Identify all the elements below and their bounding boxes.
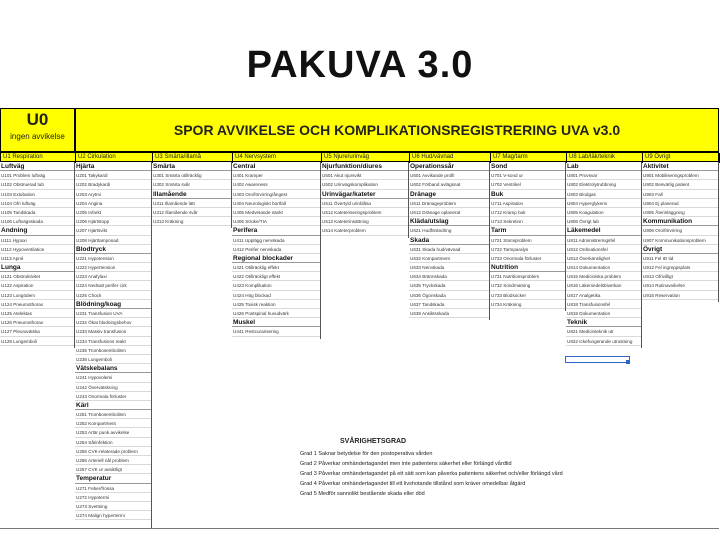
code-cell[interactable]: U121 Obstruktivitet: [0, 272, 74, 281]
code-cell[interactable]: U632 Kompartment: [409, 254, 489, 263]
category-column: [152, 162, 232, 228]
selected-cell[interactable]: [565, 356, 630, 363]
column-header[interactable]: U7 Mag/tarm: [491, 153, 567, 163]
code-cell[interactable]: U233 Massiv transfusion: [75, 327, 151, 336]
code-cell[interactable]: U405 Medvetande sänkt: [232, 208, 320, 217]
code-cell[interactable]: U423 Komplikation: [232, 281, 320, 290]
code-cell[interactable]: U621 Hudförändring: [409, 226, 489, 235]
code-cell[interactable]: U235 Trombosembolism: [75, 346, 151, 355]
group-heading: Regional blockader: [232, 254, 320, 263]
code-cell[interactable]: U404 Neurologiskt bortfall: [232, 199, 320, 208]
code-cell[interactable]: U232 Ökat blodningsbehov: [75, 318, 151, 327]
column-header[interactable]: U8 Lab/läk/teknik: [567, 153, 643, 163]
code-cell[interactable]: U802 Elektrolytrubbning: [566, 180, 641, 189]
code-cell[interactable]: U274 Malign hypertermi: [75, 511, 151, 520]
code-cell[interactable]: U813 Överkänslighet: [566, 254, 641, 263]
code-cell[interactable]: U904 Ej planerad: [642, 199, 718, 208]
code-cell[interactable]: U638 Ansiktsskada: [409, 309, 489, 318]
code-cell[interactable]: U634 Brännskada: [409, 272, 489, 281]
code-cell[interactable]: U806 Övrigt lab: [566, 217, 641, 226]
group-heading: Vätskebalans: [75, 364, 151, 373]
code-cell[interactable]: U422 Otillräckligt effekt: [232, 272, 320, 281]
code-cell[interactable]: U818 Transfusionsfel: [566, 300, 641, 309]
code-cell[interactable]: U257 CVK ur avsiktligt: [75, 465, 151, 474]
code-cell[interactable]: U906 Oro/förvirring: [642, 226, 718, 235]
category-column: [490, 162, 566, 311]
code-cell[interactable]: U512 Kateteriseringsproblem: [321, 208, 408, 217]
code-cell[interactable]: U112 Hypoventilation: [0, 245, 74, 254]
code-cell[interactable]: U702 Ventrikel: [490, 180, 565, 189]
group-heading: Temperatur: [75, 474, 151, 483]
code-cell[interactable]: U312 Illamående svår: [152, 208, 231, 217]
code-cell[interactable]: U103 Extubation: [0, 190, 74, 199]
code-cell[interactable]: U816 Läkemedelsbiverkan: [566, 281, 641, 290]
code-cell[interactable]: U203 Arytmi: [75, 190, 151, 199]
code-cell[interactable]: U635 Tryckskada: [409, 281, 489, 290]
group-heading: Tarm: [490, 226, 565, 235]
code-cell[interactable]: U713 Sekretion: [490, 217, 565, 226]
group-heading: Teknik: [566, 318, 641, 327]
group-heading: Kärl: [75, 401, 151, 410]
code-cell[interactable]: U206 Hjärtstopp: [75, 217, 151, 226]
code-cell[interactable]: U273 Svettning: [75, 502, 151, 511]
group-heading: Buk: [490, 190, 565, 199]
code-cell[interactable]: U225 Chock: [75, 291, 151, 300]
category-column: [642, 162, 719, 302]
code-cell[interactable]: U814 Dokumentation: [566, 263, 641, 272]
code-cell[interactable]: U122 Aspiration: [0, 281, 74, 290]
u0-code: U0: [26, 110, 49, 129]
code-cell[interactable]: U441 Restcurarisering: [232, 327, 320, 336]
code-cell[interactable]: U102 Obstruerad tub: [0, 180, 74, 189]
code-cell[interactable]: U234 Transfusions reakt: [75, 337, 151, 346]
category-column: [566, 162, 642, 348]
category-column: [75, 162, 152, 528]
code-cell[interactable]: U251 Trombosembolism: [75, 410, 151, 419]
group-heading: Blödning/koag: [75, 300, 151, 309]
code-cell[interactable]: U402 Awareness: [232, 180, 320, 189]
code-cell[interactable]: U127 Pleuravätska: [0, 327, 74, 336]
code-cell[interactable]: U223 Anafylaxi: [75, 272, 151, 281]
code-cell[interactable]: U424 Hög blockad: [232, 291, 320, 300]
code-cell[interactable]: U712 Kramp buk: [490, 208, 565, 217]
code-cell[interactable]: U636 Ögonskada: [409, 291, 489, 300]
code-cell[interactable]: U104 Ofri luftväg: [0, 199, 74, 208]
code-cell[interactable]: U207 Hjärtsvikt: [75, 226, 151, 235]
code-cell[interactable]: U106 Luftvägsskada: [0, 217, 74, 226]
group-heading: Lab: [566, 162, 641, 171]
fill-handle[interactable]: [626, 360, 630, 364]
code-cell[interactable]: U722 Tarmparalys: [490, 245, 565, 254]
column-header[interactable]: U5 Njure/urinväg: [322, 153, 410, 163]
code-cell[interactable]: U302 Smärta svår: [152, 180, 231, 189]
code-cell[interactable]: U819 Dokumentation: [566, 309, 641, 318]
code-cell[interactable]: U732 Sondmatning: [490, 281, 565, 290]
code-cell[interactable]: U241 Hypovolemi: [75, 373, 151, 382]
u0-subtitle: ingen avvikelse: [10, 132, 65, 141]
code-cell[interactable]: U123 Lungödem: [0, 291, 74, 300]
code-cell[interactable]: U902 Besvärlig patient: [642, 180, 718, 189]
code-cell[interactable]: U125 Atelektas: [0, 309, 74, 318]
group-heading: Nutrition: [490, 263, 565, 272]
group-heading: Övrigt: [642, 245, 718, 254]
code-cell[interactable]: U105 Tandskada: [0, 208, 74, 217]
code-cell[interactable]: U914 Rutinavvikelse: [642, 281, 718, 290]
column-header[interactable]: U4 Nervsystem: [233, 153, 322, 163]
code-cell[interactable]: U907 Kommunikationsproblem: [642, 236, 718, 245]
code-cell[interactable]: U701 V-sond ur: [490, 171, 565, 180]
group-heading: Hjärta: [75, 162, 151, 171]
group-heading: Aktivitet: [642, 162, 718, 171]
code-cell[interactable]: U817 Analgetika: [566, 291, 641, 300]
category-header-row: [0, 152, 719, 162]
severity-title: SVÅRIGHETSGRAD: [340, 438, 407, 445]
code-cell[interactable]: U721 Stomiproblem: [490, 236, 565, 245]
code-cell[interactable]: U734 Kräkning: [490, 300, 565, 309]
code-cell[interactable]: U313 Kräkning: [152, 217, 231, 226]
code-cell[interactable]: U128 Lungemboli: [0, 337, 74, 346]
group-heading: Smärta: [152, 162, 231, 171]
group-heading: Sond: [490, 162, 565, 171]
group-heading: Luftväg: [0, 162, 74, 171]
severity-row: Grad 3 Påverkar omhändertagandet på ett sätt som kan påverka patientens säkerhet och/eller förlängd vård: [300, 471, 563, 477]
code-cell[interactable]: U101 Problem luftväg: [0, 171, 74, 180]
column-header[interactable]: U3 Smärta/illamå: [153, 153, 233, 163]
code-cell[interactable]: U255 CVK-relaterade problem: [75, 447, 151, 456]
code-cell[interactable]: U901 Mobiliseringsproblem: [642, 171, 718, 180]
column-header[interactable]: U9 Övrigt: [643, 153, 720, 163]
code-cell[interactable]: U905 Återinläggning: [642, 208, 718, 217]
code-cell[interactable]: U801 Provsvar: [566, 171, 641, 180]
code-cell[interactable]: U222 Hypertension: [75, 263, 151, 272]
code-cell[interactable]: U611 Dränageproblem: [409, 199, 489, 208]
code-cell[interactable]: U711 Aspiration: [490, 199, 565, 208]
code-cell[interactable]: U254 Sårinfektion: [75, 438, 151, 447]
code-cell[interactable]: U733 Blodsocker: [490, 291, 565, 300]
code-cell[interactable]: U511 Övertyld urinblåsa: [321, 199, 408, 208]
code-cell[interactable]: U236 Lungemboli: [75, 355, 151, 364]
group-heading: Dränage: [409, 190, 489, 199]
code-cell[interactable]: U631 Skada hud/vävnad: [409, 245, 489, 254]
code-cell[interactable]: U612 Dränage oplanerat: [409, 208, 489, 217]
group-heading: Njurfunktion/diures: [321, 162, 408, 171]
code-cell[interactable]: U913 Ofrivilligt: [642, 272, 718, 281]
code-cell[interactable]: U822 Ickefungerande utrustning: [566, 337, 641, 346]
group-heading: Andning: [0, 226, 74, 235]
code-cell[interactable]: U915 Reservation: [642, 291, 718, 300]
code-cell[interactable]: U256 Arteriell nål problem: [75, 456, 151, 465]
code-cell[interactable]: U502 Urinvägskomplikation: [321, 180, 408, 189]
group-heading: Central: [232, 162, 320, 171]
code-cell[interactable]: U637 Tandskada: [409, 300, 489, 309]
code-cell[interactable]: U803 Blodgas: [566, 190, 641, 199]
code-cell[interactable]: U403 Oro/förvirring/ångest: [232, 190, 320, 199]
code-cell[interactable]: U421 Otillräcklig effekt: [232, 263, 320, 272]
code-cell[interactable]: U205 Infarkt: [75, 208, 151, 217]
category-column: [321, 162, 409, 238]
code-cell[interactable]: U301 Smärta otillräcklig: [152, 171, 231, 180]
code-cell[interactable]: U231 Transfusion UVA: [75, 309, 151, 318]
severity-row: Grad 4 Påverkar omhändertagandet till ett livshotande tillstånd som kräver omedelbar åtgärd: [300, 481, 526, 487]
code-cell[interactable]: U412 Perifer nervskada: [232, 245, 320, 254]
group-heading: Kläda/utslag: [409, 217, 489, 226]
code-cell[interactable]: U111 Hypoxi: [0, 236, 74, 245]
group-heading: Lunga: [0, 263, 74, 272]
code-cell[interactable]: U602 Förband avlägsnat: [409, 180, 489, 189]
code-cell[interactable]: U253 Artär punk.avvikelse: [75, 428, 151, 437]
code-cell[interactable]: U113 Apné: [0, 254, 74, 263]
group-heading: Illamående: [152, 190, 231, 199]
group-heading: Perifera: [232, 226, 320, 235]
code-cell[interactable]: U221 Hypotension: [75, 254, 151, 263]
code-cell[interactable]: U201 Takykardi: [75, 171, 151, 180]
code-cell[interactable]: U406 Stroke/TIA: [232, 217, 320, 226]
group-heading: Skada: [409, 236, 489, 245]
code-cell[interactable]: U126 Pneumothorax: [0, 318, 74, 327]
slide-title: PAKUVA 3.0: [246, 44, 474, 86]
code-cell[interactable]: U723 Onormala förluster: [490, 254, 565, 263]
category-column: [232, 162, 321, 339]
severity-row: Grad 1 Saknar betydelse för den postoperativa vården: [300, 451, 433, 457]
severity-row: Grad 2 Påverkar omhändertagandet men inte patientens säkerhet eller förlängd vårdtid: [300, 461, 512, 467]
code-cell[interactable]: U815 Mediciniska problem: [566, 272, 641, 281]
code-cell[interactable]: U224 Nedsatt perifer cirk: [75, 281, 151, 290]
spor-banner: SPOR AVVIKELSE OCH KOMPLIKATIONSREGISTRERING UVA v3.0: [75, 108, 719, 152]
code-cell[interactable]: U633 Nervskada: [409, 263, 489, 272]
code-cell[interactable]: U601 Avvikande profil: [409, 171, 489, 180]
column-header[interactable]: U2 Cirkulation: [76, 153, 153, 163]
code-cell[interactable]: U804 Hyperglykemi: [566, 199, 641, 208]
code-cell[interactable]: U411 Upplägg nervskada: [232, 236, 320, 245]
code-cell[interactable]: U271 Feber/frossa: [75, 484, 151, 493]
group-heading: Kommunikation: [642, 217, 718, 226]
code-cell[interactable]: U731 Nutritionsproblem: [490, 272, 565, 281]
code-cell[interactable]: U243 Onormala förluster: [75, 392, 151, 401]
u0-cell: [0, 108, 75, 152]
code-cell[interactable]: U204 Angina: [75, 199, 151, 208]
code-cell[interactable]: U252 Kompartment: [75, 419, 151, 428]
group-heading: Läkemedel: [566, 226, 641, 235]
code-cell[interactable]: U124 Pneumothorax: [0, 300, 74, 309]
code-cell[interactable]: U821 Medicinteknik utr: [566, 327, 641, 336]
column-header[interactable]: U6 Hud/vävnad: [410, 153, 491, 163]
code-cell[interactable]: U401 Kramper: [232, 171, 320, 180]
code-cell[interactable]: U805 Koagulation: [566, 208, 641, 217]
category-column: [409, 162, 490, 320]
column-header[interactable]: U1 Respiration: [1, 153, 76, 163]
group-heading: Blodtryck: [75, 245, 151, 254]
code-cell[interactable]: U425 Toxisk reaktion: [232, 300, 320, 309]
group-heading: Muskel: [232, 318, 320, 327]
category-column: [0, 162, 75, 348]
code-cell[interactable]: U811 Administreringsfel: [566, 236, 641, 245]
code-cell[interactable]: U911 Fel ID tid: [642, 254, 718, 263]
code-cell[interactable]: U912 Fel ingreppsplats: [642, 263, 718, 272]
code-cell[interactable]: U202 Bradykardi: [75, 180, 151, 189]
code-cell[interactable]: U311 Illamående lätt: [152, 199, 231, 208]
code-cell[interactable]: U208 Hjärttamponad: [75, 236, 151, 245]
code-cell[interactable]: U514 Kateterproblem: [321, 226, 408, 235]
group-heading: Urinvägar/kateter: [321, 190, 408, 199]
spreadsheet: [0, 108, 719, 528]
code-cell[interactable]: U812 Ordinationsfel: [566, 245, 641, 254]
code-cell[interactable]: U903 Fall: [642, 190, 718, 199]
code-cell[interactable]: U426 Postspinal huvudvärk: [232, 309, 320, 318]
code-cell[interactable]: U501 Akut njursvikt: [321, 171, 408, 180]
code-cell[interactable]: U242 Övervätskning: [75, 383, 151, 392]
group-heading: Operationssår: [409, 162, 489, 171]
code-cell[interactable]: U513 Kateterinsättning: [321, 217, 408, 226]
severity-row: Grad 5 Medför sannolikt bestående skada eller död: [300, 491, 425, 497]
sheet-bottom-border: [0, 528, 719, 529]
code-cell[interactable]: U272 Hypotermi: [75, 493, 151, 502]
